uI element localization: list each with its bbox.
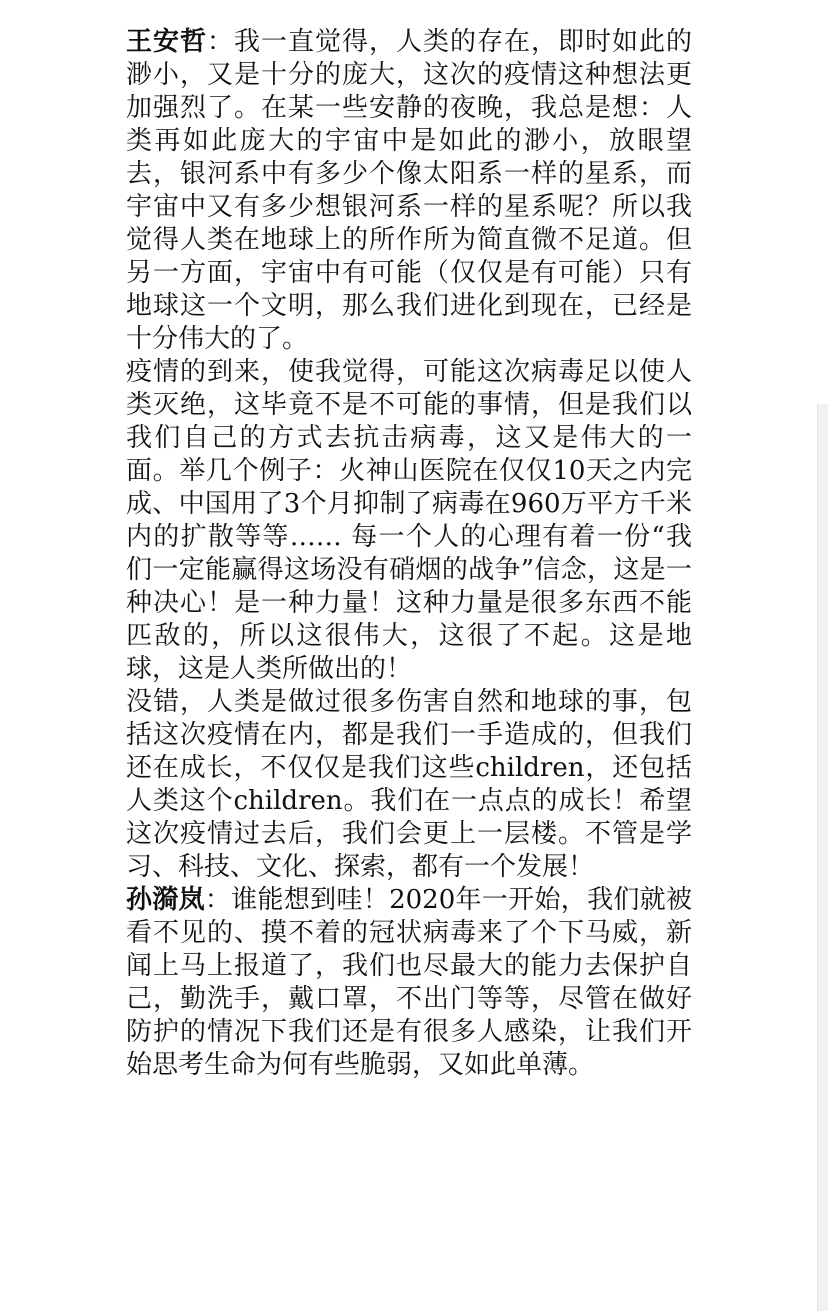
paragraph-growth bbox=[126, 686, 692, 884]
speaker-separator: ： bbox=[207, 27, 234, 57]
paragraph-text: 谁能想到哇！2020年一开始，我们就被看不见的、摸不着的冠状病毒来了个下马威，新闻上马上报道了，我们也尽最大的能力去保护自己，勤洗手，戴口罩，不出门等等，尽管在做好防护的情况下我们还是有很多人感染，让我们开始思考生命为何有些脆弱，又如此单薄。 bbox=[126, 885, 692, 1080]
paragraph-wang-anzhe bbox=[126, 26, 692, 356]
speaker-name: 王安哲 bbox=[126, 27, 207, 57]
paragraph-text: 疫情的到来，使我觉得，可能这次病毒足以使人类灭绝，这毕竟不是不可能的事情，但是我们以我们自己的方式去抗击病毒，这又是伟大的一面。举几个例子：火神山医院在仅仅10天之内完成、中国用了3个月抑制了病毒在960万平方千米内的扩散等等…… 每一个人的心理有着一份“我们一定能赢得这场没有硝烟的战争”信念，这是一种决心！是一种力量！这种力量是很多东西不能匹敌的，所以这很伟大，这很了不起。这是地球，这是人类所做出的！ bbox=[126, 357, 692, 684]
paragraph-text: 我一直觉得，人类的存在，即时如此的渺小，又是十分的庞大，这次的疫情这种想法更加强烈了。在某一些安静的夜晚，我总是想：人类再如此庞大的宇宙中是如此的渺小，放眼望去，银河系中有多少个像太阳系一样的星系，而宇宙中又有多少想银河系一样的星系呢？所以我觉得人类在地球上的所作所为简直微不足道。但另一方面，宇宙中有可能（仅仅是有可能）只有地球这一个文明，那么我们进化到现在，已经是十分伟大的了。 bbox=[126, 27, 692, 354]
paragraph-epidemic bbox=[126, 356, 692, 686]
paragraph-text: 没错，人类是做过很多伤害自然和地球的事，包括这次疫情在内，都是我们一手造成的，但我们还在成长，不仅仅是我们这些children，还包括人类这个children。我们在一点点的成长！希望这次疫情过去后，我们会更上一层楼。不管是学习、科技、文化、探索，都有一个发展！ bbox=[126, 687, 692, 882]
paragraph-sun-yilan bbox=[126, 884, 692, 1082]
speaker-separator: ： bbox=[204, 885, 232, 915]
vertical-scrollbar[interactable] bbox=[817, 404, 828, 1311]
document-body bbox=[126, 26, 692, 1082]
speaker-name: 孙漪岚 bbox=[126, 885, 205, 915]
